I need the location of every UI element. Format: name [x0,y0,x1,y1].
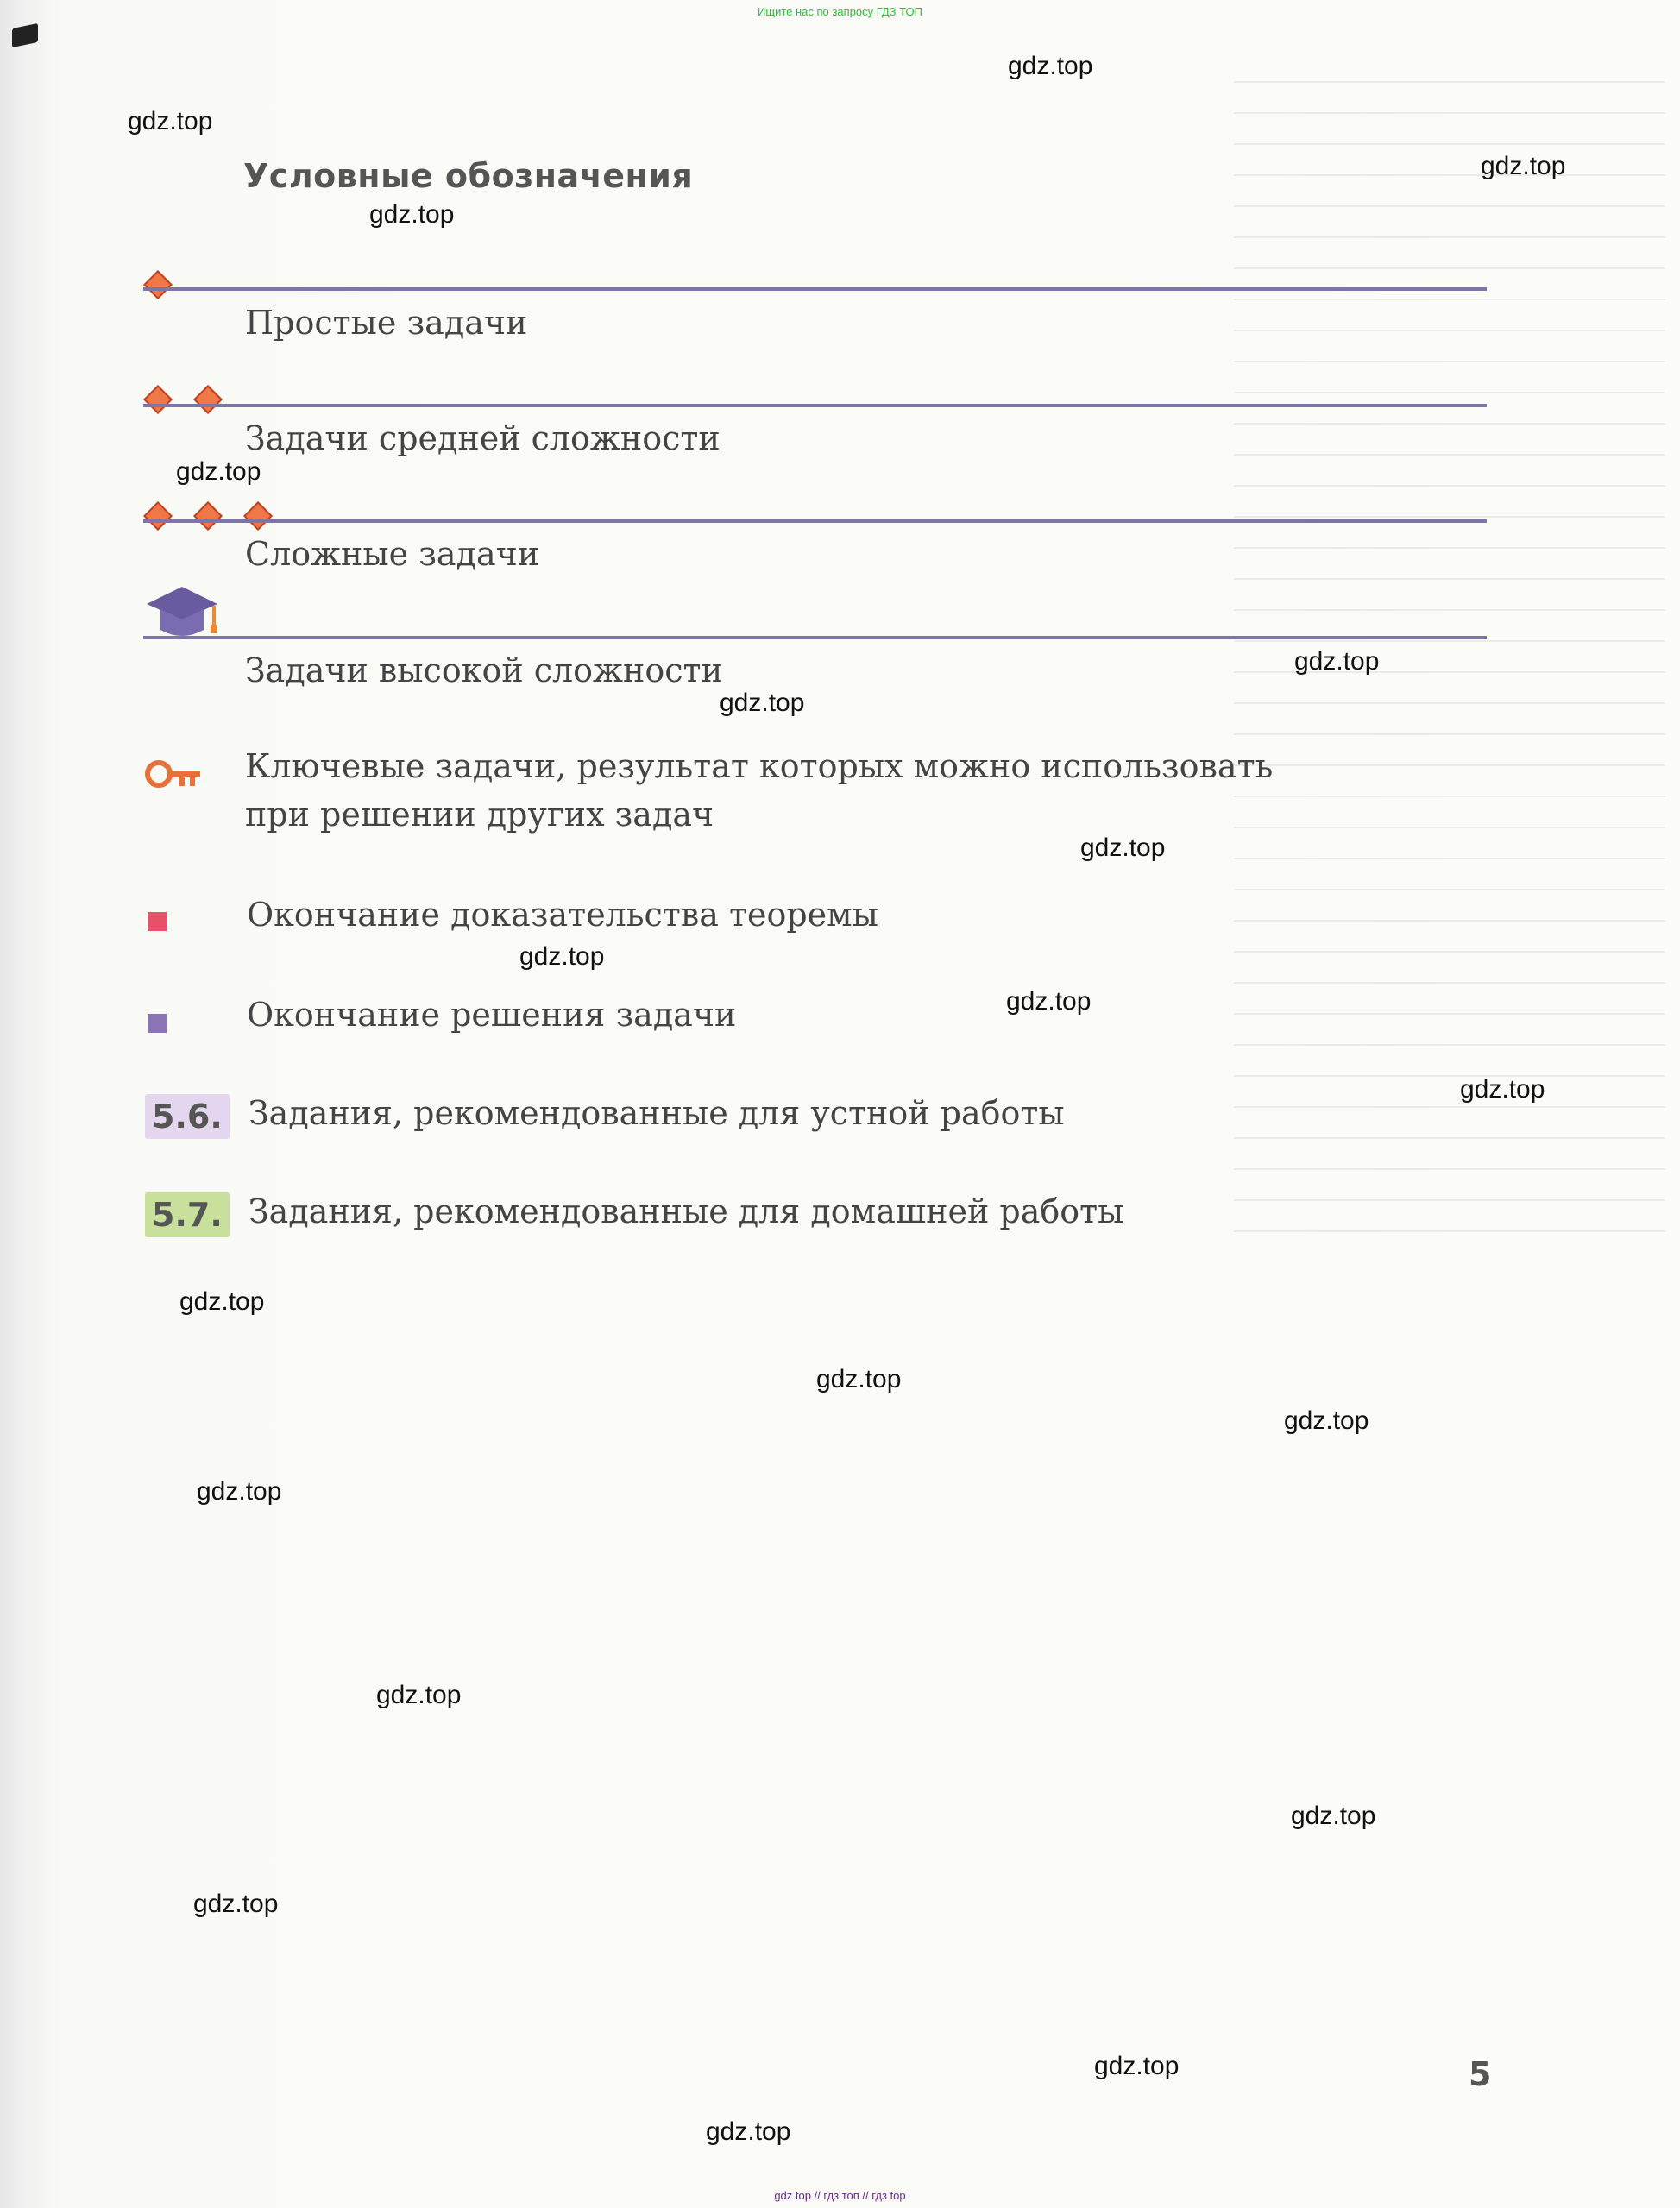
oral-task-badge: 5.6. [145,1094,230,1139]
watermark: gdz.top [706,2117,791,2146]
watermark: gdz.top [1006,987,1092,1016]
divider [143,519,1487,523]
legend-oral: Задания, рекомендованные для устной работы [249,1094,1065,1132]
footer: gdz top // гдз топ // гдз top [774,2189,906,2202]
diamond-icon [193,501,223,531]
watermark: gdz.top [128,107,213,135]
graduation-cap-icon [145,585,219,642]
diamond-icon [243,501,273,531]
divider [143,404,1487,407]
legend-medium: Задачи средней сложности [245,419,720,457]
watermark: gdz.top [369,200,455,229]
page-title: Условные обозначения [243,157,694,195]
watermark: gdz.top [720,689,805,717]
diamond-icon [143,385,173,414]
watermark: gdz.top [816,1365,902,1393]
home-task-badge: 5.7. [145,1192,230,1237]
watermark: gdz.top [1008,52,1093,80]
solution-end-square-icon [148,1014,167,1033]
legend-key-line1: Ключевые задачи, результат которых можно использовать [245,747,1274,785]
watermark: gdz.top [1080,834,1166,862]
key-icon [145,759,202,790]
watermark: gdz.top [197,1477,282,1506]
watermark: gdz.top [1460,1075,1545,1104]
divider [143,636,1487,639]
diamond-icon [143,501,173,531]
watermark: gdz.top [193,1890,279,1918]
watermark: gdz.top [176,457,261,486]
legend-home: Задания, рекомендованные для домашней работы [249,1192,1124,1230]
diamond-icon [143,270,173,299]
theorem-end-square-icon [148,912,167,931]
legend-hard: Сложные задачи [245,535,540,573]
watermark: gdz.top [519,942,605,971]
watermark: gdz.top [1294,647,1380,676]
legend-key-line2: при решении других задач [245,796,714,834]
watermark: gdz.top [1284,1406,1369,1435]
diamond-icon [193,385,223,414]
top-banner: Ищите нас по запросу ГДЗ ТОП [758,5,922,18]
legend-solution-end: Окончание решения задачи [247,996,737,1034]
legend-simple: Простые задачи [245,304,528,342]
watermark: gdz.top [179,1287,265,1316]
watermark: gdz.top [1291,1802,1376,1830]
legend-high: Задачи высокой сложности [245,651,723,689]
watermark: gdz.top [1481,152,1566,180]
binding-corner [12,23,38,47]
watermark: gdz.top [376,1681,462,1709]
divider [143,287,1487,291]
page-number: 5 [1469,2055,1492,2093]
watermark: gdz.top [1094,2052,1180,2080]
legend-theorem-end: Окончание доказательства теоремы [247,896,878,934]
